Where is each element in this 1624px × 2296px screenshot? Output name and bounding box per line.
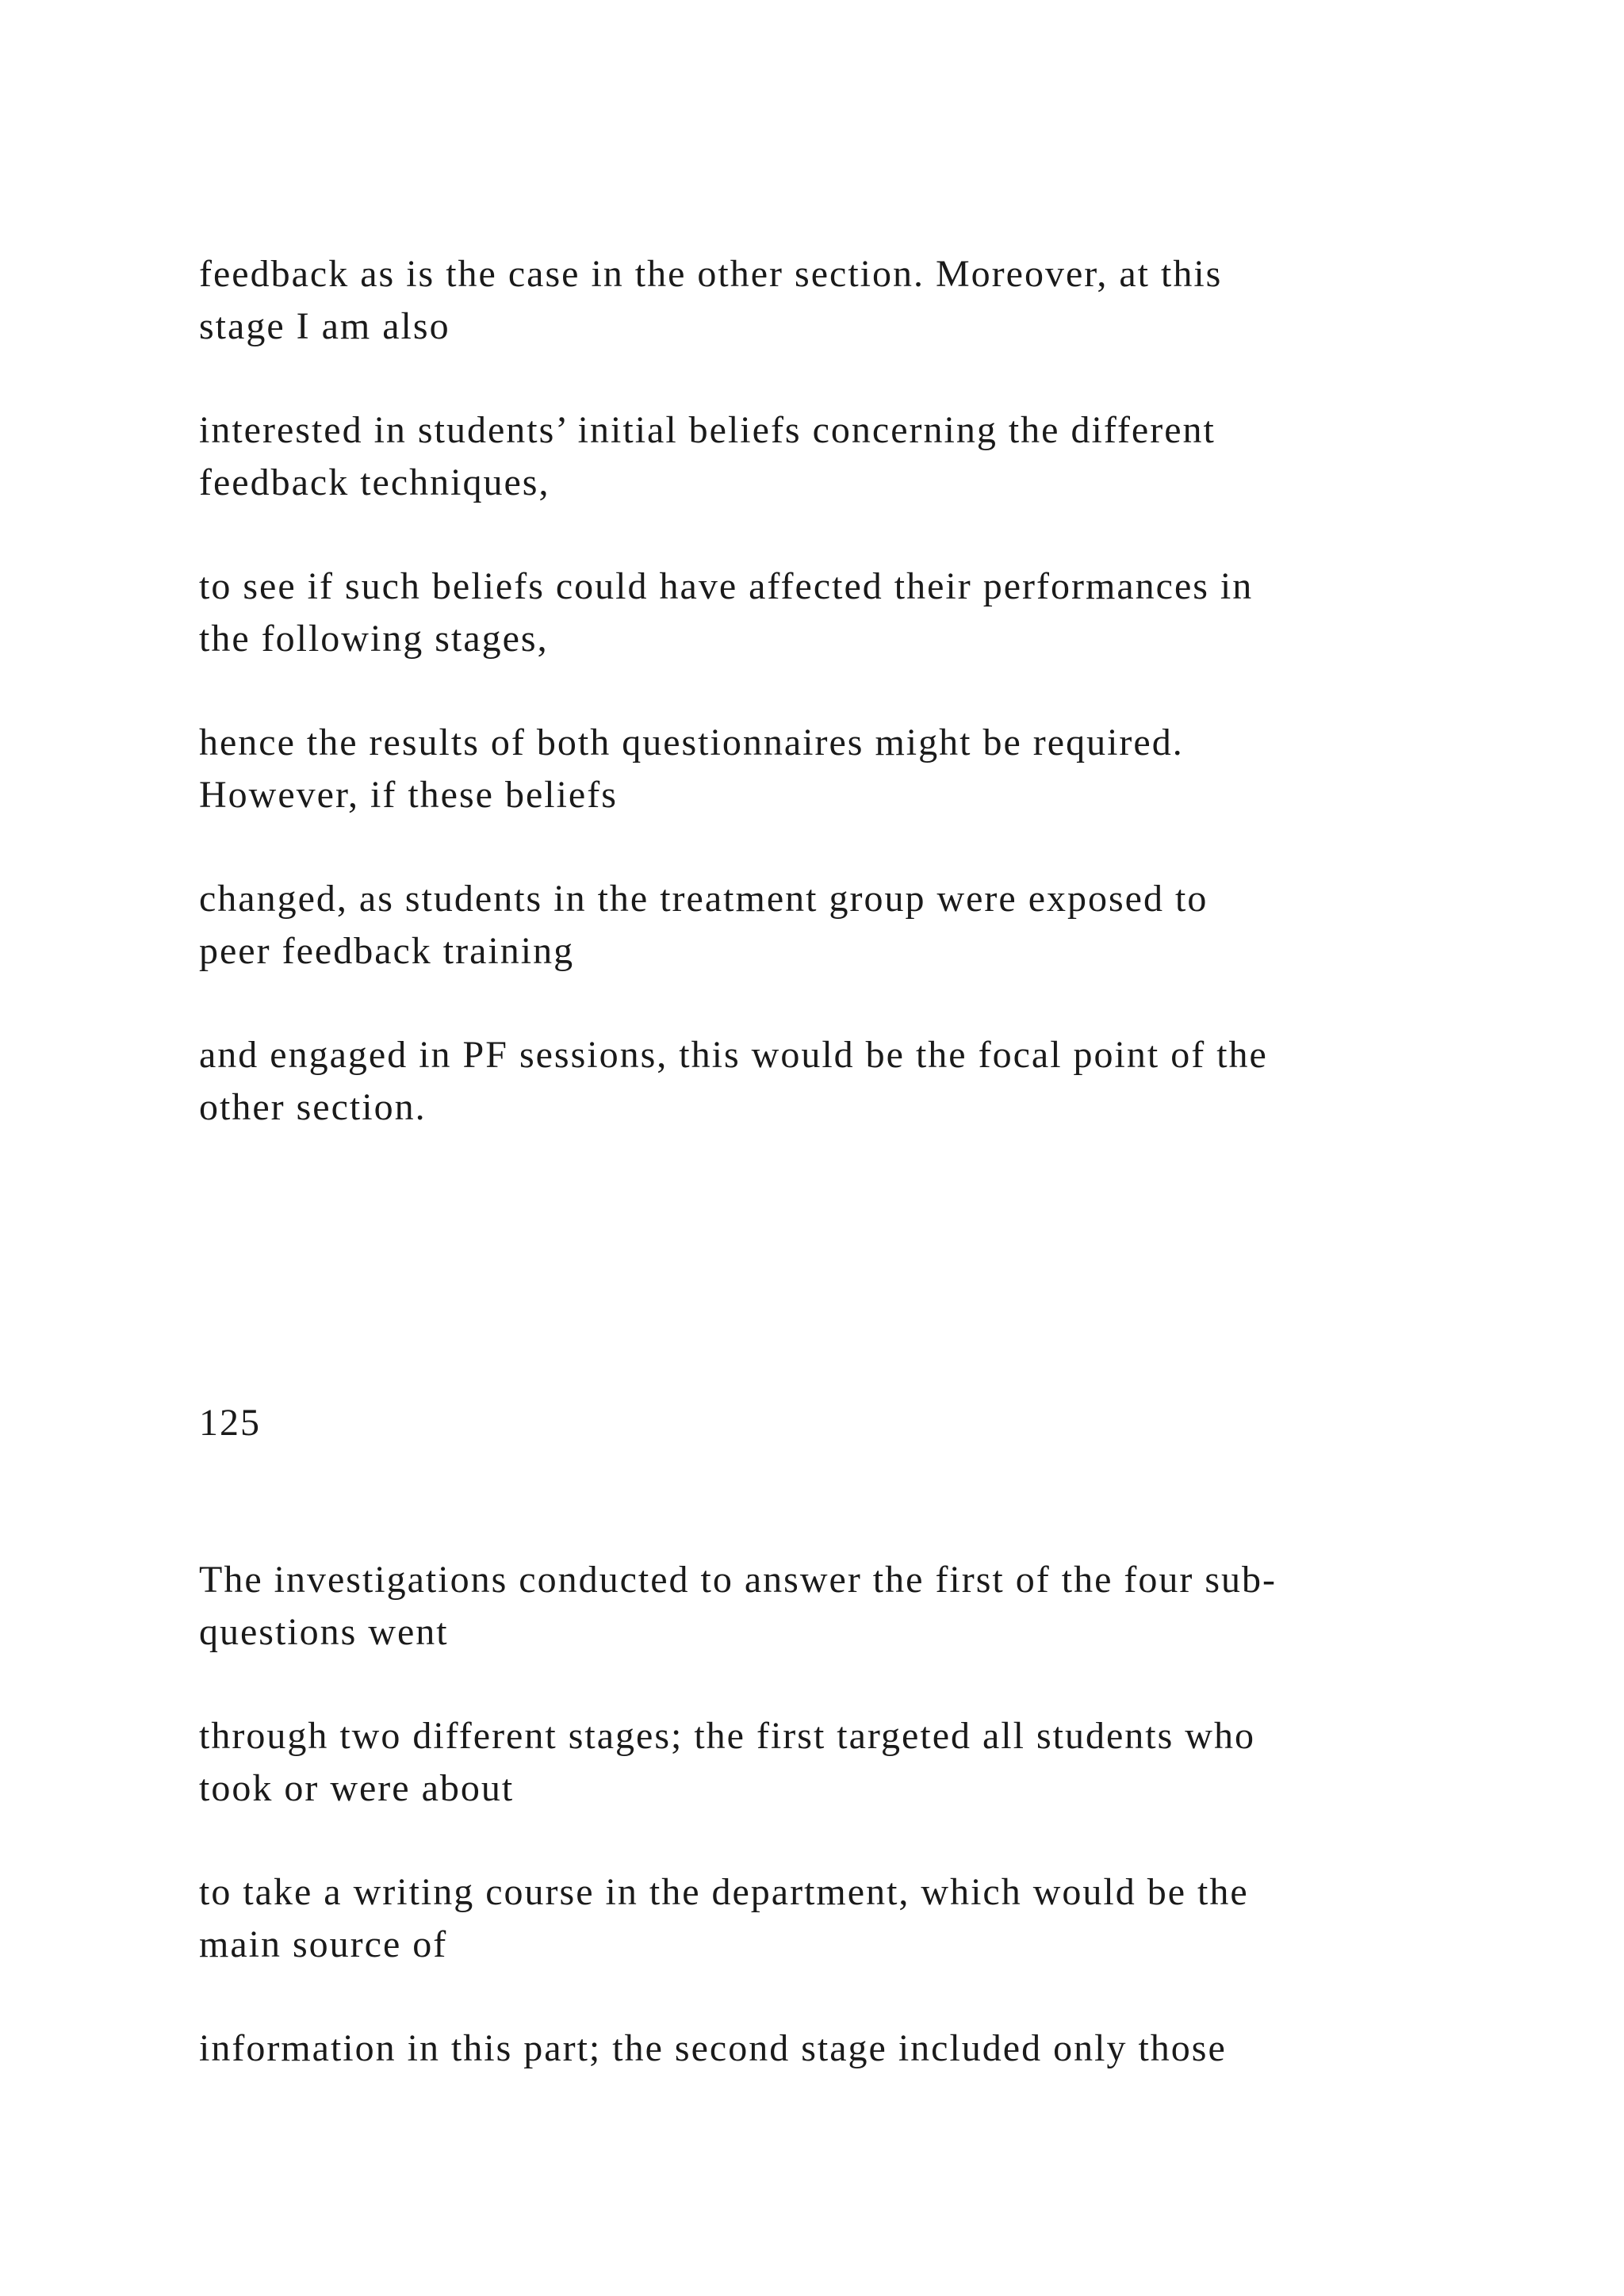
paragraph-10: information in this part; the second stage included only those xyxy=(199,2027,1227,2069)
paragraph-8: through two different stages; the first targeted all students who took or were about xyxy=(199,1715,1255,1809)
paragraph-5: changed, as students in the treatment group were exposed to peer feedback training xyxy=(199,878,1208,972)
page-number: 125 xyxy=(199,1402,261,1444)
paragraph-6: and engaged in PF sessions, this would be the focal point of the other section. xyxy=(199,1034,1268,1128)
paragraph-2: interested in students’ initial beliefs concerning the different feedback techniques, xyxy=(199,409,1216,503)
paragraph-1: feedback as is the case in the other section. Moreover, at this stage I am also xyxy=(199,253,1223,347)
paragraph-7: The investigations conducted to answer the first of the four sub- questions went xyxy=(199,1559,1277,1653)
paragraph-3: to see if such beliefs could have affected their performances in the following stages, xyxy=(199,565,1254,660)
paragraph-4: hence the results of both questionnaires might be required. However, if these beliefs xyxy=(199,721,1184,816)
paragraph-9: to take a writing course in the department, which would be the main source of xyxy=(199,1871,1249,1965)
